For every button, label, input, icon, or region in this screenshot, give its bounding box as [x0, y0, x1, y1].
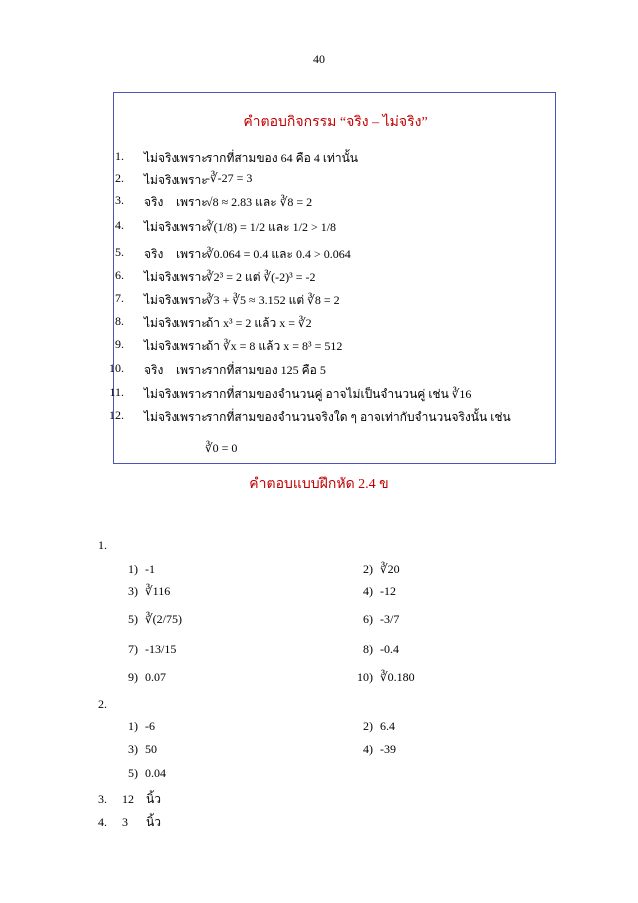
item-statement: รากที่สามของจำนวนคู่ อาจไม่เป็นจำนวนคู่ เช่น ∛16 — [206, 387, 472, 401]
item-because: เพราะ — [176, 387, 208, 401]
item-because: เพราะ — [176, 293, 208, 307]
answer-number: 2) — [363, 719, 373, 733]
answer-value: 6.4 — [380, 719, 395, 733]
item-verdict: ไม่จริง — [144, 410, 178, 424]
item-statement: ถ้า ∛x = 8 แล้ว x = 8³ = 512 — [206, 339, 343, 353]
answer-value: 50 — [145, 742, 157, 756]
item-because: เพราะ — [176, 247, 208, 261]
item-verdict: ไม่จริง — [144, 387, 178, 401]
item-verdict: จริง — [144, 247, 164, 261]
item-verdict: จริง — [144, 363, 164, 377]
answer-value: -13/15 — [145, 642, 177, 656]
item-because: เพราะ — [176, 339, 208, 353]
item-because: เพราะ — [176, 151, 208, 165]
item-number: 7. — [115, 291, 124, 305]
answer-number: 7) — [128, 642, 138, 656]
answer-number: 8) — [363, 642, 373, 656]
answer-number: 3) — [128, 584, 138, 598]
q3-value: 12 — [122, 792, 134, 806]
item-statement: รากที่สามของ 64 คือ 4 เท่านั้น — [206, 151, 358, 165]
item-verdict: ไม่จริง — [144, 339, 178, 353]
item-statement: ∛3 + ∛5 ≈ 3.152 แต่ ∛8 = 2 — [206, 293, 340, 307]
q2-label: 2. — [98, 697, 107, 711]
item-statement: รากที่สามของจำนวนจริงใด ๆ อาจเท่ากับจำนวนจริงนั้น เช่น — [206, 410, 511, 424]
item-number: 2. — [115, 171, 124, 185]
item-because: เพราะ — [176, 363, 208, 377]
item-number: 5. — [115, 245, 124, 259]
item-number: 4. — [115, 218, 124, 232]
answer-value: ∛0.180 — [380, 670, 415, 684]
item-statement: ∛(1/8) = 1/2 และ 1/2 > 1/8 — [206, 220, 337, 234]
item-number: 3. — [115, 193, 124, 207]
answer-value: -39 — [380, 742, 396, 756]
item-verdict: ไม่จริง — [144, 293, 178, 307]
item-verdict: ไม่จริง — [144, 270, 178, 284]
answer-number: 4) — [363, 584, 373, 598]
q4-unit: นิ้ว — [146, 815, 161, 829]
item-statement: ∛0.064 = 0.4 และ 0.4 > 0.064 — [206, 247, 351, 261]
item-statement: -∛-27 = 3 — [206, 171, 253, 185]
answer-number: 5) — [128, 766, 138, 780]
answer-number: 9) — [128, 670, 138, 684]
item-statement: รากที่สามของ 125 คือ 5 — [206, 363, 326, 377]
answer-value: -0.4 — [380, 642, 399, 656]
answer-number: 1) — [128, 562, 138, 576]
page-number: 40 — [313, 52, 325, 66]
answer-box — [109, 92, 556, 464]
item-number: 6. — [115, 268, 124, 282]
item-because: เพราะ — [176, 410, 208, 424]
q3-unit: นิ้ว — [146, 792, 161, 806]
q4-value: 3 — [122, 815, 128, 829]
item-12-line-2: ∛0 = 0 — [205, 441, 238, 455]
item-verdict: ไม่จริง — [144, 316, 178, 330]
item-number: 1. — [115, 149, 124, 163]
answer-number: 5) — [128, 612, 138, 626]
item-verdict: จริง — [144, 195, 164, 209]
answer-number: 3) — [128, 742, 138, 756]
item-verdict: ไม่จริง — [144, 173, 178, 187]
item-number: 8. — [115, 314, 124, 328]
answer-value: -12 — [380, 584, 396, 598]
q3-label: 3. — [98, 792, 107, 806]
exercise-title: คำตอบแบบฝึกหัด 2.4 ข — [249, 477, 389, 492]
answer-number: 10) — [357, 670, 373, 684]
item-verdict: ไม่จริง — [144, 151, 178, 165]
item-statement: ∛2³ = 2 แต่ ∛(-2)³ = -2 — [206, 270, 316, 284]
answer-number: 4) — [363, 742, 373, 756]
answer-value: 0.04 — [145, 766, 166, 780]
item-because: เพราะ — [176, 220, 208, 234]
answer-number: 1) — [128, 719, 138, 733]
item-because: เพราะ — [176, 195, 208, 209]
item-number: 10. — [109, 361, 124, 375]
answer-value: -6 — [145, 719, 155, 733]
item-number: 9. — [115, 337, 124, 351]
q1-label: 1. — [98, 538, 107, 552]
q4-label: 4. — [98, 815, 107, 829]
answer-value: -3/7 — [380, 612, 400, 626]
item-because: เพราะ — [176, 316, 208, 330]
item-number: 12. — [109, 408, 124, 422]
answer-value: ∛116 — [145, 584, 171, 598]
answer-value: -1 — [145, 562, 155, 576]
answer-value: ∛(2/75) — [145, 612, 182, 626]
item-statement: ถ้า x³ = 2 แล้ว x = ∛2 — [206, 316, 312, 330]
item-statement: √8 ≈ 2.83 และ ∛8 = 2 — [206, 195, 313, 209]
answer-value: 0.07 — [145, 670, 166, 684]
item-because: เพราะ — [176, 173, 208, 187]
box-title: คำตอบกิจกรรม “จริง – ไม่จริง” — [243, 115, 428, 130]
item-number: 11. — [109, 385, 124, 399]
answer-number: 2) — [363, 562, 373, 576]
answer-number: 6) — [363, 612, 373, 626]
item-because: เพราะ — [176, 270, 208, 284]
item-verdict: ไม่จริง — [144, 220, 178, 234]
answer-value: ∛20 — [380, 562, 400, 576]
